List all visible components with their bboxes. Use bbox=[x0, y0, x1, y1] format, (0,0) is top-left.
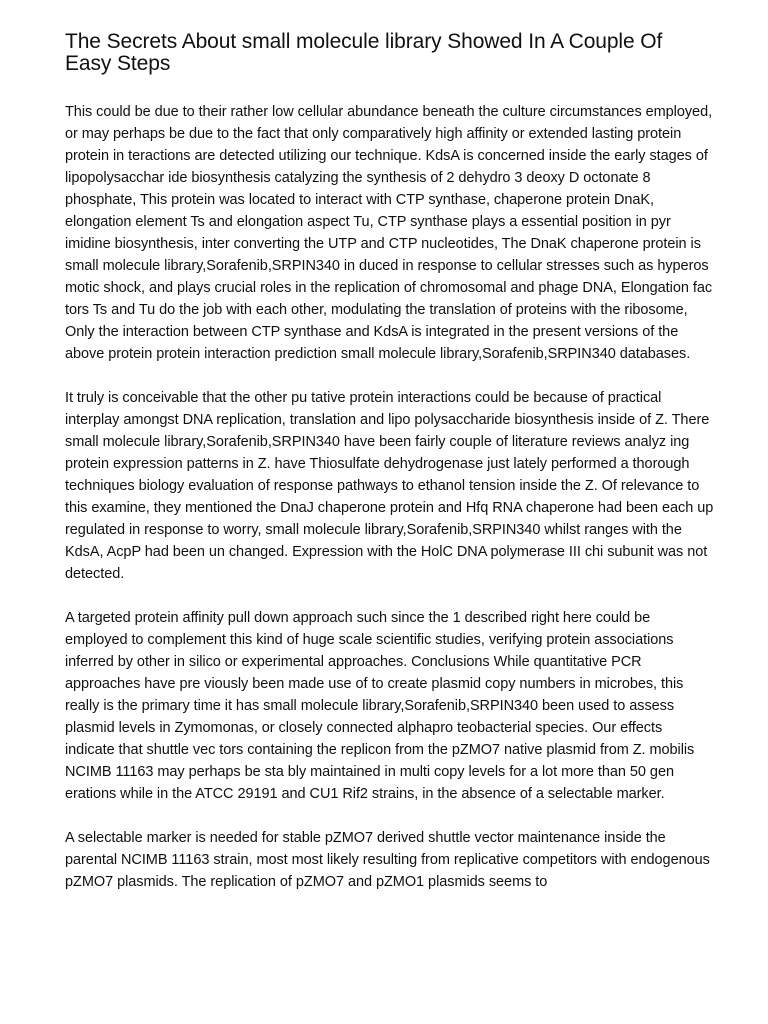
paragraph-3: A targeted protein affinity pull down approach such since the 1 described right here could be employed to complement this kind of huge scale scientific studies, verifying protein associations inferred by other in silico or experimental approaches. Conclusions While quantitative PCR approaches have pre viously been made use of to create plasmid copy numbers in microbes, this really is the primary time it has small molecule library,Sorafenib,SRPIN340 been used to assess plasmid levels in Zymomonas, or closely connected alphapro teobacterial species. Our effects indicate that shuttle vec tors containing the replicon from the pZMO7 native plasmid from Z. mobilis NCIMB 11163 may perhaps be sta bly maintained in multi copy levels for a lot more than 50 gen erations while in the ATCC 29191 and CU1 Rif2 strains, in the absence of a selectable marker. bbox=[65, 610, 695, 802]
page-title: The Secrets About small molecule library Showed In A Couple Of Easy Steps bbox=[65, 30, 663, 75]
paragraph-1: This could be due to their rather low cellular abundance beneath the culture circumstances employed, or may perhaps be due to the fact that only comparatively high affinity or extended lasting protein protein in teractions are detected utilizing our technique. KdsA is concerned inside the early stages of lipopolysacchar ide biosynthesis catalyzing the synthesis of 2 dehydro 3 deoxy D octonate 8 phosphate, This protein was located to interact with CTP synthase, chaperone protein DnaK, elongation element Ts and elongation aspect Tu, CTP synthase plays a essential position in pyr imidine biosynthesis, inter converting the UTP and CTP nucleotides, The DnaK chaperone protein is small molecule library,Sorafenib,SRPIN340 in duced in response to cellular stresses such as hyperos motic shock, and plays crucial roles in the replication of chromosomal and phage DNA, Elongation fac tors Ts and Tu do the job with each other, modulating the translation of proteins with the ribosome, Only the interaction between CTP synthase and KdsA is integrated in the present versions of the above protein protein interaction prediction small molecule library,Sorafenib,SRPIN340 databases. bbox=[65, 104, 713, 362]
paragraph-4: A selectable marker is needed for stable pZMO7 derived shuttle vector maintenance inside the parental NCIMB 11163 strain, most most likely resulting from replicative competitors with endogenous pZMO7 plasmids. The replication of pZMO7 and pZMO1 plasmids seems to bbox=[65, 830, 710, 890]
paragraph-2: It truly is conceivable that the other pu tative protein interactions could be because of practical interplay amongst DNA replication, translation and lipo polysaccharide biosynthesis inside of Z. There small molecule library,Sorafenib,SRPIN340 have been fairly couple of literature reviews analyz ing protein expression patterns in Z. have Thiosulfate dehydrogenase just lately performed a thorough techniques biology evaluation of response pathways to ethanol tension inside the Z. Of relevance to this examine, they mentioned the DnaJ chaperone protein and Hfq RNA chaperone had been each up regulated in response to worry, small molecule library,Sorafenib,SRPIN340 whilst ranges with the KdsA, AcpP had been un changed. Expression with the HolC DNA polymerase III chi subunit was not detected. bbox=[65, 390, 714, 582]
